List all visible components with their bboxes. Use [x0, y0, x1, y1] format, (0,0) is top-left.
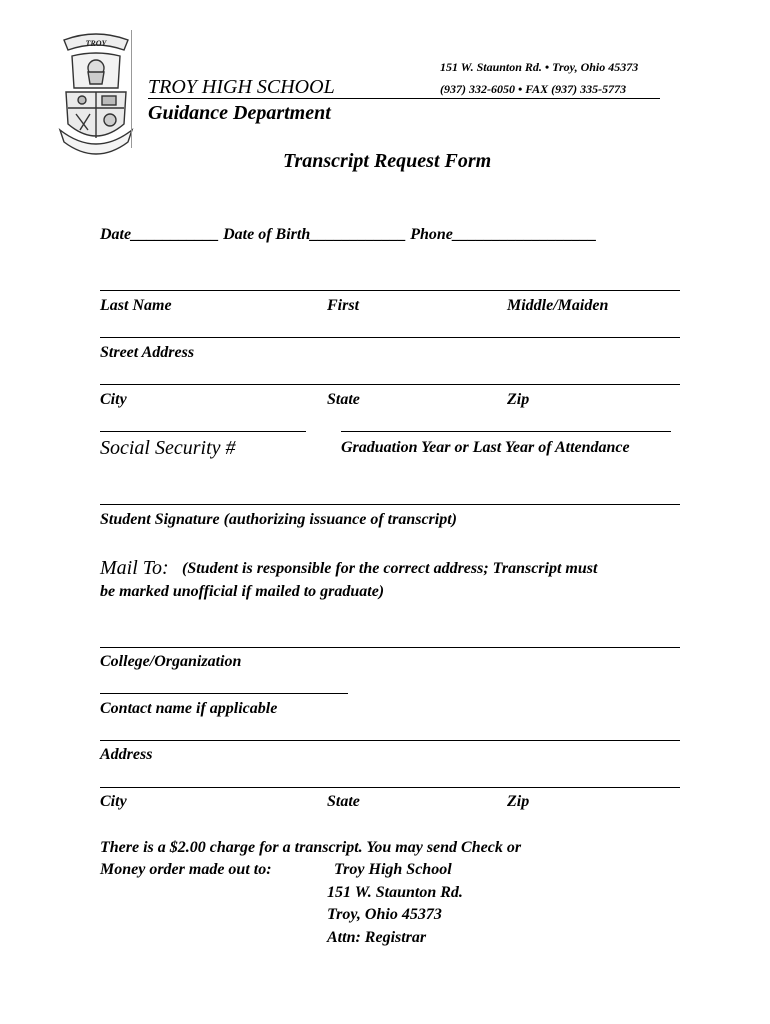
payment-line2: Money order made out to:: [100, 861, 272, 878]
graduation-label: Graduation Year or Last Year of Attendance: [341, 439, 630, 456]
signature-label: Student Signature (authorizing issuance of transcript): [100, 511, 457, 528]
mail-city-state-zip-line[interactable]: [100, 787, 680, 788]
payee-attn: Attn: Registrar: [327, 929, 427, 946]
mail-address-label: Address: [100, 746, 153, 763]
contact-line[interactable]: [100, 693, 348, 694]
payee-name: Troy High School: [334, 861, 452, 878]
first-name-label: First: [327, 297, 360, 314]
date-dob-phone-row[interactable]: Date___________ Date of Birth____________ Phone__________________: [100, 226, 597, 243]
form-title: Transcript Request Form: [283, 150, 492, 172]
crest-lettering: TROY: [85, 39, 107, 48]
mail-state-label: State: [327, 793, 360, 810]
payment-line1: There is a $2.00 charge for a transcript. You may send Check or: [100, 839, 522, 856]
zip-label: Zip: [507, 391, 530, 408]
contact-label: Contact name if applicable: [100, 700, 278, 717]
mail-zip-label: Zip: [507, 793, 530, 810]
mail-to-note-line2: be marked unofficial if mailed to graduate): [100, 583, 385, 600]
signature-line[interactable]: [100, 504, 680, 505]
school-phone-fax: (937) 332-6050 • FAX (937) 335-5773: [440, 82, 627, 96]
header-underline: [148, 98, 660, 99]
mail-city-label: City: [100, 793, 127, 810]
college-line[interactable]: [100, 647, 680, 648]
ssn-line[interactable]: [100, 431, 306, 432]
department-name: Guidance Department: [148, 102, 331, 124]
last-name-label: Last Name: [100, 297, 172, 314]
street-line[interactable]: [100, 337, 680, 338]
graduation-line[interactable]: [341, 431, 671, 432]
city-state-zip-line[interactable]: [100, 384, 680, 385]
mail-to-note-line1: (Student is responsible for the correct address; Transcript must: [182, 560, 598, 577]
ssn-label: Social Security #: [100, 437, 236, 459]
school-name: TROY HIGH SCHOOL: [148, 76, 335, 98]
school-crest-logo: [58, 26, 134, 160]
middle-name-label: Middle/Maiden: [507, 297, 609, 314]
payee-city: Troy, Ohio 45373: [327, 906, 442, 923]
mail-address-line[interactable]: [100, 740, 680, 741]
city-label: City: [100, 391, 127, 408]
school-address: 151 W. Staunton Rd. • Troy, Ohio 45373: [440, 60, 639, 74]
mail-to-label: Mail To:: [100, 557, 169, 579]
header-vertical-rule: [131, 30, 132, 148]
name-line[interactable]: [100, 290, 680, 291]
street-address-label: Street Address: [100, 344, 195, 361]
payee-street: 151 W. Staunton Rd.: [327, 884, 463, 901]
state-label: State: [327, 391, 360, 408]
college-label: College/Organization: [100, 653, 242, 670]
